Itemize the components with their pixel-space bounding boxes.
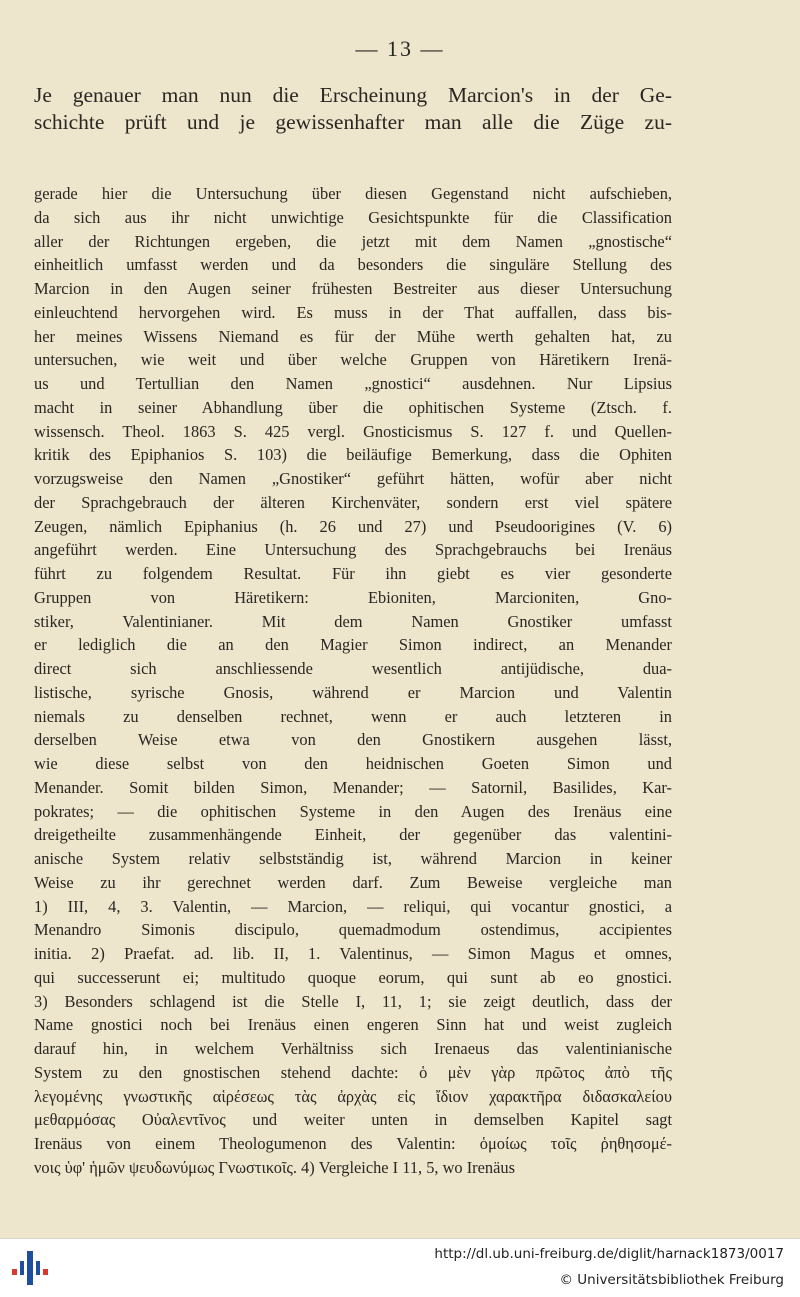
footnote-line: führt zu folgendem Resultat. Für ihn giebt es vier gesonderte [34,564,672,583]
footnote-line: Menandro Simonis discipulo, quemadmodum ostendimus, accipientes [34,920,672,940]
footnote-line: pokrates; — die ophitischen Systeme in den Augen des Irenäus eine [34,801,672,821]
footnote-line: νοις ὑφ' ἡμῶν ψευδωνύμως Γνωστικοῖς. 4) Vergleiche I 11, 5, wo Irenäus [34,1157,515,1177]
footnote-line: 1) III, 4, 3. Valentin, — Marcion, — reliqui, qui vocantur gnostici, a [34,896,672,916]
footnote-line: stiker, Valentinianer. Mit dem Namen Gnostiker umfasst [34,611,672,631]
footnote-line: Irenäus von einem Theologumenon des Valentin: ὁμοίως τοῖς ῥηθησομέ- [34,1134,672,1153]
footnote-line: einleuchtend hervorgehen wird. Es muss in der That auffallen, dass bis- [34,302,672,322]
footnote-line: niemals zu denselben rechnet, wenn er auch letzteren in [34,706,672,726]
footnote-line: vorzugsweise den Namen „Gnostiker“ geführt hätten, wofür aber nicht [34,469,672,488]
body-text [34,82,672,136]
footnote-line: wissensch. Theol. 1863 S. 425 vergl. Gnosticismus S. 127 f. und Quellen- [34,421,672,441]
footnote-line: System zu den gnostischen stehend dachte: ὁ μὲν γὰρ πρῶτος ἀπὸ τῆς [34,1062,672,1082]
footnote-line: listische, syrische Gnosis, während er Marcion und Valentin [34,682,672,702]
footnote-line: wie diese selbst von den heidnischen Goeten Simon und [34,754,672,773]
footnote-line: kritik des Epiphanios S. 103) die beiläufige Bemerkung, dass die Ophiten [34,445,672,465]
footnote-line: initia. 2) Praefat. ad. lib. II, 1. Valentinus, — Simon Magus et omnes, [34,944,672,963]
body-line: Je genauer man nun die Erscheinung Marcion's in der Ge- [34,83,672,107]
body-line: schichte prüft und je gewissenhafter man alle die Züge zu- [34,110,672,134]
footnote-line: Weise zu ihr gerechnet werden darf. Zum Beweise vergleiche man [34,872,672,892]
footnote-line: her meines Wissens Niemand es für der Mühe werth gehalten hat, zu [34,326,672,346]
footnote-line: macht in seiner Abhandlung über die ophitischen Systeme (Ztsch. f. [34,397,672,417]
footnote-line: dreigetheilte zusammenhängende Einheit, der gegenüber das valentini- [34,825,672,845]
footnote-line: darauf hin, in welchem Verhältniss sich Irenaeus das valentinianische [34,1039,672,1058]
footnote-line: μεθαρμόσας Οὐαλεντῖνος und weiter unten in demselben Kapitel sagt [34,1110,672,1130]
viewer-footer [0,1238,800,1297]
footnote-line: derselben Weise etwa von den Gnostikern ausgehen lässt, [34,730,672,750]
footnote-line: Marcion in den Augen seiner frühesten Bestreiter aus dieser Untersuchung [34,279,672,298]
footnote-line: qui successerunt ei; multitudo quoque eorum, qui sunt ab eo gnostici. [34,967,672,987]
footnote-line: aller der Richtungen ergeben, die jetzt mit dem Namen „gnostische“ [34,231,672,251]
footnote-line: der Sprachgebrauch der älteren Kirchenväter, sondern erst viel spätere [34,492,672,512]
footnote-line: anische System relativ selbstständig ist, während Marcion in keiner [34,849,672,868]
footnote-line: da sich aus ihr nicht unwichtige Gesichtspunkte für die Classification [34,207,672,227]
footnote-line: einheitlich umfasst werden und da besonders die singuläre Stellung des [34,255,672,275]
permalink-url[interactable]: http://dl.ub.uni-freiburg.de/diglit/harnack1873/0017 [434,1246,784,1262]
footnote-line: direct sich anschliessende wesentlich antijüdische, dua- [34,659,672,678]
footnote-line: 3) Besonders schlagend ist die Stelle I, 11, 1; sie zeigt deutlich, dass der [34,991,672,1011]
page-number: — 13 — [355,36,445,61]
footnote-line: angeführt werden. Eine Untersuchung des Sprachgebrauchs bei Irenäus [34,540,672,560]
footnote-line: Menander. Somit bilden Simon, Menander; — Satornil, Basilides, Kar- [34,777,672,797]
footnote-line: us und Tertullian den Namen „gnostici“ ausdehnen. Nur Lipsius [34,374,672,393]
footnote-line: Zeugen, nämlich Epiphanius (h. 26 und 27) und Pseudoorigines (V. 6) [34,516,672,536]
footnote-block [34,182,672,1180]
footnote-line: er lediglich die an den Magier Simon indirect, an Menander [34,635,672,655]
copyright-notice: © Universitätsbibliothek Freiburg [559,1272,784,1288]
footnote-line: untersuchen, wie weit und über welche Gruppen von Häretikern Irenä- [34,350,672,370]
footnote-line: λεγομένης γνωστικῆς αἱρέσεως τὰς ἀρχὰς εἰς ἴδιον χαρακτῆρα διδασκαλείου [34,1086,672,1106]
footnote-line: Gruppen von Häretikern: Ebioniten, Marcioniten, Gno- [34,587,672,607]
footnote-line: gerade hier die Untersuchung über diesen Gegenstand nicht aufschieben, [34,184,672,203]
footnote-line: Name gnostici noch bei Irenäus einen engeren Sinn hat und weist zugleich [34,1015,672,1035]
library-logo-icon [10,1247,50,1289]
